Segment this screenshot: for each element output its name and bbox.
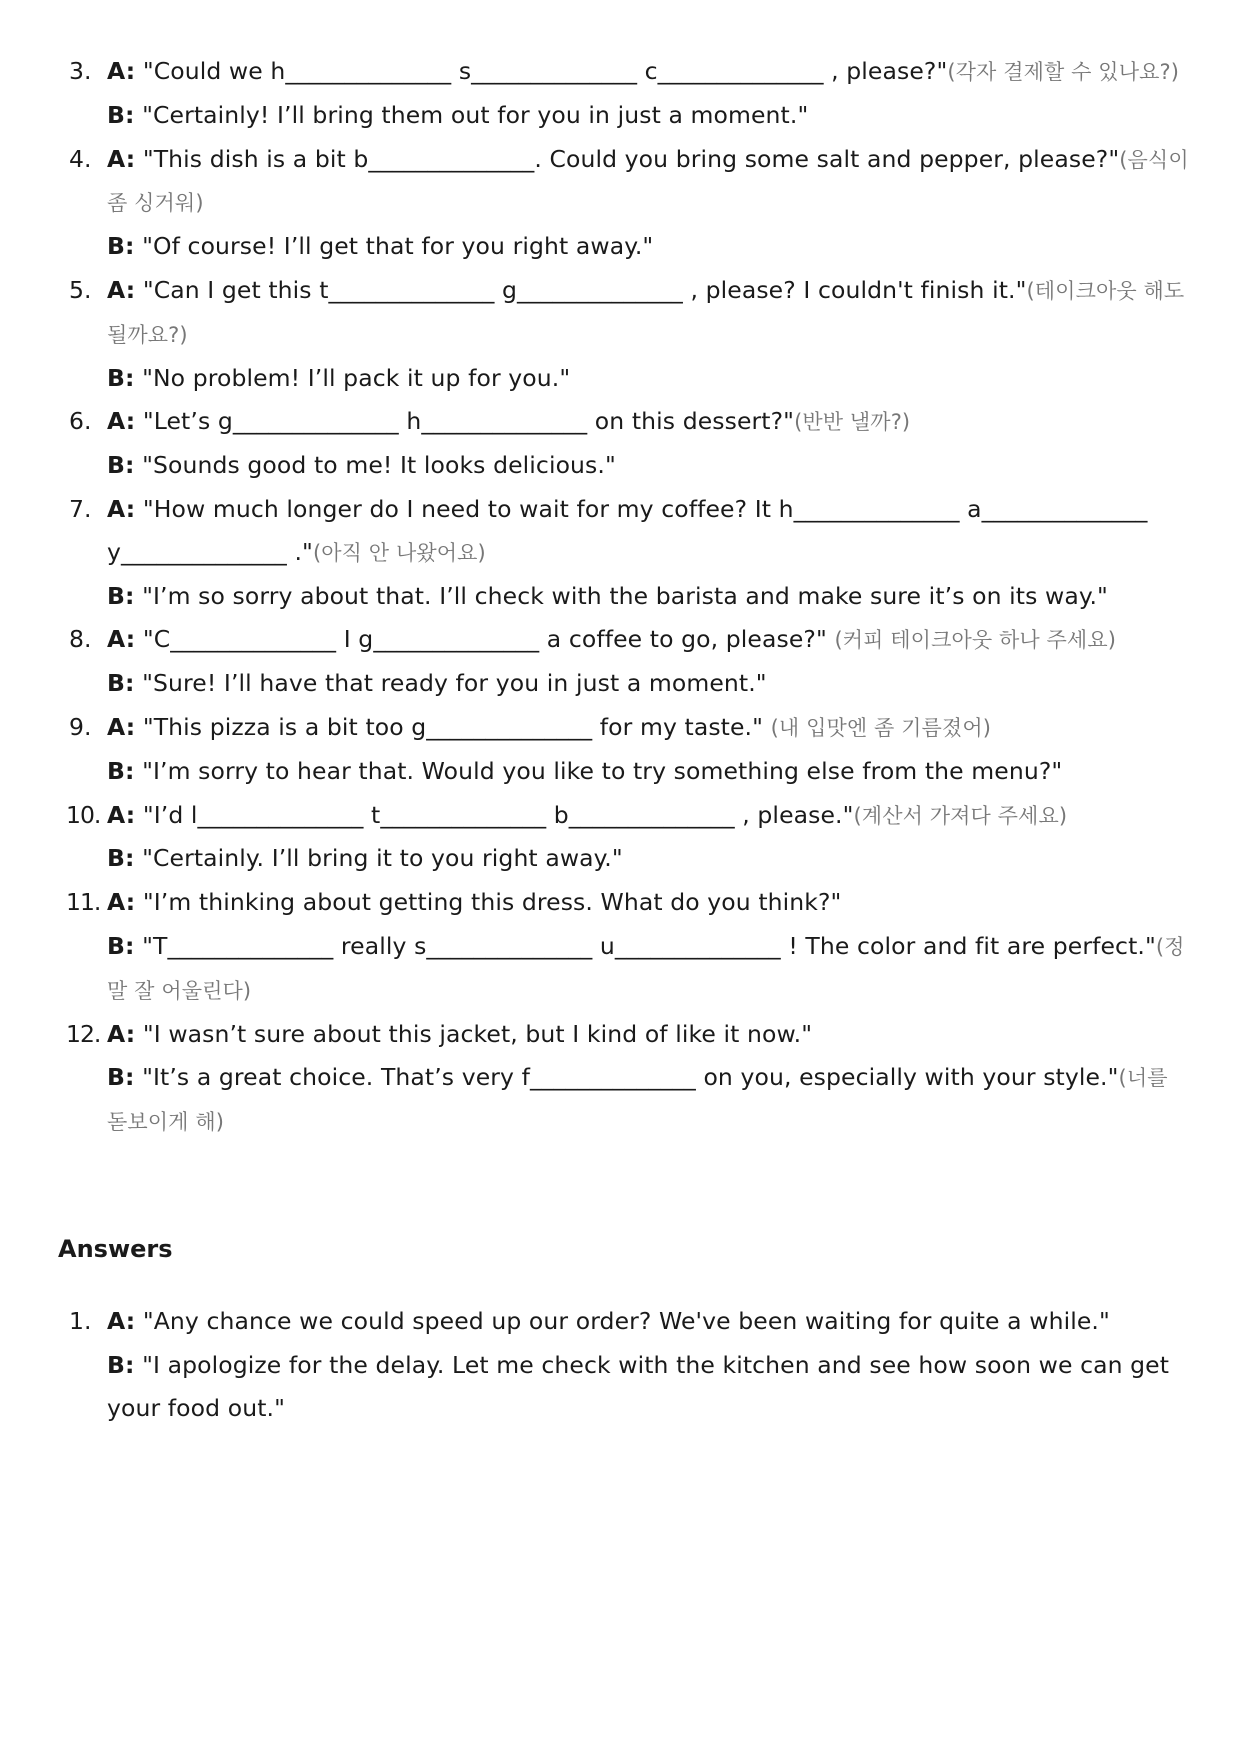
exercise-item bbox=[69, 400, 1192, 488]
item-number: 12. bbox=[66, 1019, 101, 1048]
exercise-item bbox=[69, 269, 1192, 400]
exercise-item bbox=[66, 881, 1192, 1012]
item-number: 3. bbox=[69, 57, 92, 85]
item-number: 11. bbox=[66, 888, 101, 917]
speaker-b-text: "Sounds good to me! It looks delicious." bbox=[142, 451, 616, 480]
speaker-a-line bbox=[107, 269, 1192, 357]
speaker-b-label: B: bbox=[107, 844, 135, 873]
speaker-b-line bbox=[107, 837, 1192, 881]
exercise-item bbox=[69, 138, 1192, 269]
speaker-a-label: A: bbox=[107, 625, 136, 654]
speaker-b-line bbox=[107, 1344, 1192, 1431]
speaker-a-text: "C______________ I g______________ a coffee to go, please?" bbox=[142, 625, 835, 654]
speaker-b-label: B: bbox=[107, 100, 135, 129]
speaker-a-label: A: bbox=[107, 407, 136, 436]
speaker-b-korean-hint: (너를 돋보이게 해) bbox=[107, 1066, 1168, 1135]
speaker-a-label: A: bbox=[107, 494, 136, 523]
speaker-b-line bbox=[107, 1056, 1192, 1144]
speaker-a-label: A: bbox=[107, 712, 136, 741]
item-number: 7. bbox=[69, 494, 92, 523]
exercise-item bbox=[69, 618, 1192, 706]
exercise-item bbox=[69, 1300, 1192, 1430]
speaker-b-line bbox=[107, 925, 1192, 1013]
speaker-b-text: "Sure! I’ll have that ready for you in just a moment." bbox=[142, 669, 767, 698]
speaker-a-korean-hint: (내 입맛엔 좀 기름졌어) bbox=[770, 715, 991, 740]
speaker-a-text: "Could we h______________ s______________ c______________ , please?" bbox=[142, 57, 948, 85]
speaker-a-line bbox=[107, 618, 1192, 662]
speaker-a-korean-hint: (음식이 좀 싱거워) bbox=[107, 147, 1189, 216]
item-number: 8. bbox=[69, 625, 92, 654]
speaker-a-line bbox=[107, 881, 1192, 925]
speaker-b-label: B: bbox=[107, 232, 135, 261]
speaker-b-text: "Certainly! I’ll bring them out for you in just a moment." bbox=[142, 100, 809, 129]
speaker-a-text: "Let’s g______________ h______________ on this dessert?" bbox=[142, 407, 795, 436]
speaker-a-text: "Any chance we could speed up our order? We've been waiting for quite a while." bbox=[142, 1306, 1110, 1335]
speaker-b-line bbox=[107, 357, 1192, 401]
speaker-a-korean-hint: (계산서 가져다 주세요) bbox=[853, 803, 1068, 828]
speaker-a-text: "How much longer do I need to wait for my coffee? It h______________ a______________ y______________ ." bbox=[107, 494, 1148, 566]
speaker-b-text: "Certainly. I’ll bring it to you right away." bbox=[142, 844, 623, 873]
speaker-b-label: B: bbox=[107, 1063, 135, 1092]
speaker-b-label: B: bbox=[107, 669, 135, 698]
speaker-b-text: "It’s a great choice. That’s very f______________ on you, especially with your style." bbox=[142, 1063, 1119, 1092]
speaker-a-line bbox=[107, 488, 1192, 575]
speaker-b-line bbox=[107, 750, 1192, 794]
item-number: 4. bbox=[69, 144, 92, 173]
speaker-b-label: B: bbox=[107, 581, 135, 610]
speaker-a-text: "This pizza is a bit too g______________ for my taste." bbox=[142, 712, 771, 741]
speaker-a-korean-hint: (아직 안 나왔어요) bbox=[312, 540, 486, 565]
speaker-a-label: A: bbox=[107, 1306, 136, 1335]
speaker-b-line bbox=[107, 94, 1192, 138]
speaker-b-line bbox=[107, 662, 1192, 706]
speaker-b-line bbox=[107, 575, 1192, 619]
exercise-item bbox=[69, 488, 1192, 618]
speaker-a-text: "Can I get this t______________ g______________ , please? I couldn't finish it." bbox=[142, 275, 1027, 304]
speaker-b-text: "No problem! I’ll pack it up for you." bbox=[142, 363, 571, 392]
exercise-item bbox=[69, 706, 1192, 794]
speaker-b-text: "T______________ really s______________ u______________ ! The color and fit are perfect." bbox=[142, 931, 1156, 960]
speaker-b-label: B: bbox=[107, 1350, 135, 1379]
speaker-a-label: A: bbox=[107, 800, 136, 829]
speaker-a-line bbox=[107, 400, 1192, 444]
speaker-a-text: "I wasn’t sure about this jacket, but I kind of like it now." bbox=[142, 1019, 813, 1048]
speaker-b-line bbox=[107, 444, 1192, 488]
speaker-b-text: "I’m so sorry about that. I’ll check with the barista and make sure it’s on its way." bbox=[142, 581, 1108, 610]
speaker-b-text: "I apologize for the delay. Let me check with the kitchen and see how soon we can get your food out." bbox=[107, 1350, 1170, 1422]
exercise-item bbox=[66, 1013, 1192, 1144]
item-number: 9. bbox=[69, 712, 92, 741]
speaker-a-label: A: bbox=[107, 57, 136, 85]
item-number: 6. bbox=[69, 407, 92, 436]
exercise-item bbox=[69, 50, 1192, 138]
speaker-b-label: B: bbox=[107, 756, 135, 785]
speaker-b-text: "Of course! I’ll get that for you right away." bbox=[142, 232, 654, 261]
speaker-b-line bbox=[107, 225, 1192, 269]
speaker-a-line bbox=[107, 706, 1192, 750]
item-number: 5. bbox=[69, 275, 92, 304]
speaker-a-text: "This dish is a bit b______________. Could you bring some salt and pepper, please?" bbox=[142, 144, 1120, 173]
speaker-a-line bbox=[107, 1300, 1192, 1344]
speaker-b-korean-hint: (정말 잘 어울린다) bbox=[107, 934, 1185, 1003]
speaker-a-label: A: bbox=[107, 1019, 136, 1048]
answers-list bbox=[0, 1300, 1241, 1430]
speaker-a-korean-hint: (반반 낼까?) bbox=[794, 410, 911, 435]
speaker-a-label: A: bbox=[107, 144, 136, 173]
item-number: 1. bbox=[69, 1306, 92, 1335]
speaker-a-text: "I’m thinking about getting this dress. What do you think?" bbox=[142, 888, 842, 917]
speaker-a-text: "I’d l______________ t______________ b______________ , please." bbox=[142, 800, 854, 829]
speaker-b-text: "I’m sorry to hear that. Would you like to try something else from the menu?" bbox=[142, 756, 1063, 785]
speaker-a-line bbox=[107, 794, 1192, 838]
speaker-a-korean-hint: (각자 결제할 수 있나요?) bbox=[947, 60, 1180, 84]
speaker-b-label: B: bbox=[107, 363, 135, 392]
speaker-a-line bbox=[107, 50, 1192, 94]
exercise-list bbox=[0, 50, 1241, 1144]
speaker-a-label: A: bbox=[107, 888, 136, 917]
speaker-a-korean-hint: (커피 테이크아웃 하나 주세요) bbox=[834, 628, 1116, 653]
speaker-a-korean-hint: (테이크아웃 해도 될까요?) bbox=[107, 278, 1185, 347]
speaker-b-label: B: bbox=[107, 451, 135, 480]
answers-heading: Answers bbox=[58, 1234, 173, 1263]
item-number: 10. bbox=[66, 800, 101, 829]
exercise-item bbox=[66, 794, 1192, 882]
speaker-a-line bbox=[107, 1013, 1192, 1057]
speaker-a-line bbox=[107, 138, 1192, 226]
speaker-a-label: A: bbox=[107, 275, 136, 304]
speaker-b-label: B: bbox=[107, 931, 135, 960]
